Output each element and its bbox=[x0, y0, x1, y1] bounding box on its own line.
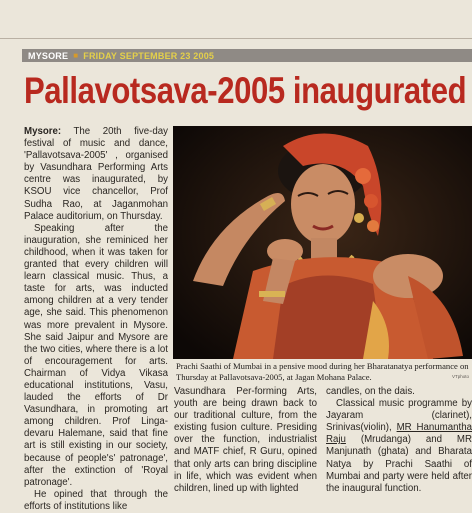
dateline-bar bbox=[22, 49, 472, 62]
article-column-middle bbox=[174, 386, 317, 495]
paragraph-1-text: The 20th five-day festival of music and dance, 'Pallavotsava-2005' , organised by Vasundhara Performing Arts centre was inaugurated, by KSOU vice chancellor, Prof Sudha Rao, at Jaganmohan Palace auditorium, on Thursday. bbox=[24, 126, 168, 222]
bullet-icon: ■ bbox=[73, 51, 79, 60]
dancer-photo bbox=[173, 126, 472, 359]
photo-caption: Prachi Saathi of Mumbai in a pensive mood during her Bharatanatya performance on Thursday at Pallavotsava-2005, at Jagan Mohana Palace. bbox=[176, 361, 469, 382]
top-rule bbox=[0, 38, 472, 39]
article-column-left bbox=[24, 126, 168, 513]
place-lead: Mysore: bbox=[24, 126, 62, 137]
musicians-text-cont: (Mrudanga) and MR Manjunath (ghata) and Bharata Natya by Prachi Saathi of Mumbai and party were held after the inaugural function. bbox=[326, 434, 472, 494]
dancer-illustration bbox=[173, 126, 472, 359]
section-name: MYSORE bbox=[28, 50, 69, 61]
photo-credit: VTphoto bbox=[452, 374, 470, 379]
publication-date: FRIDAY SEPTEMBER 23 2005 bbox=[83, 50, 215, 61]
right-paragraph-1: candles, on the dais. bbox=[326, 386, 415, 397]
right-paragraph-2 bbox=[326, 398, 472, 495]
musicians-text: Classical music programme by Jayaram (clarinet), Srinivas(violin), bbox=[326, 398, 472, 434]
paragraph-1 bbox=[24, 126, 168, 223]
middle-paragraph: Vasundhara Per-forming Arts, youth are being drawn back to our traditional culture, from the existing fusion culture. Presiding over the function, industrialist and MATF chief, R Guru, opined that only arts can bring discipline in life, which was evident when children, lined up with lighted bbox=[174, 386, 317, 494]
paragraph-3: He opined that through the efforts of institutions like bbox=[24, 488, 168, 512]
paragraph-2: Speaking after the inauguration, she reminiced her childhood, when it was taken for granted that every children will learn classical music. Thus, a taste for arts, was inducted among children at a very tender age, she said. This phenomenon was more prevalent in Mysore. She said Jaipur and Mysore are the two cities, where there is a lot of encouragement for arts. Chairman of Vidya Vikasa educational institutions, Vasu, lauded the efforts of Dr Vasundhara, in promoting art among children. Prof Linga-devaru Halemane, said that fine art is still existing in our society, because of people's' patronage', after the extinction of 'Royal patronage'. bbox=[24, 222, 168, 488]
headline: Pallavotsava-2005 inaugurated bbox=[24, 70, 467, 111]
highlighted-name: MR Hanumantha Raju bbox=[326, 422, 472, 446]
article-column-right bbox=[326, 386, 472, 495]
